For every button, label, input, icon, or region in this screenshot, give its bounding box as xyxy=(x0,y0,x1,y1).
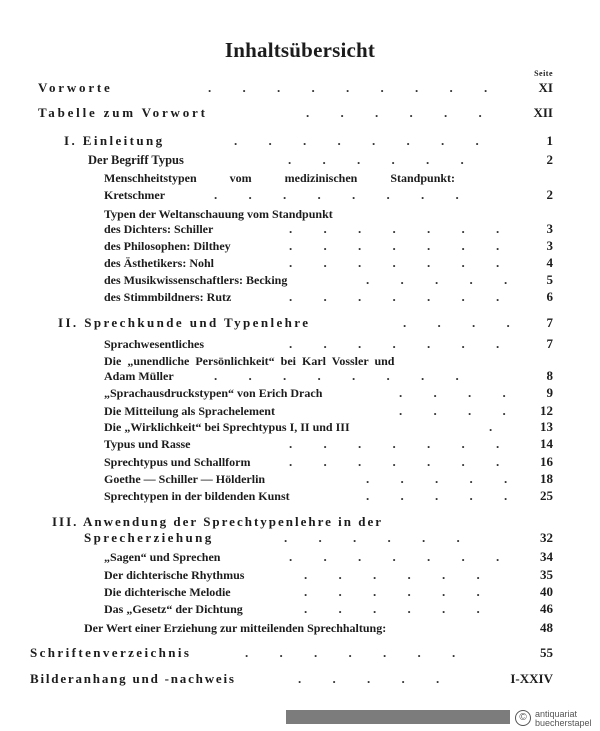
leader-dots: . xyxy=(489,419,507,434)
toc-entry-label: Tabelle zum Vorwort xyxy=(38,105,208,120)
leader-dots: . . . . . . . xyxy=(289,454,514,469)
leader-dots: . . . . . . xyxy=(306,105,496,120)
toc-entry-page: 9 xyxy=(546,385,553,400)
toc-entry-page: I-XXIV xyxy=(510,671,553,686)
leader-dots: . . . . xyxy=(399,385,520,400)
toc-entry-page: 13 xyxy=(540,419,553,434)
toc-entry-label: Die Mitteilung als Sprachelement xyxy=(104,404,275,418)
watermark-line2: buecherstapel xyxy=(535,718,592,728)
toc-entry-label: Kretschmer xyxy=(104,188,166,202)
toc-entry-page: 2 xyxy=(546,152,553,167)
toc-entry-label: des Ästhetikers: Nohl xyxy=(104,256,214,270)
toc-entry-label: Sprachwesentliches xyxy=(104,337,204,351)
toc-entry-label: „Sprachausdruckstypen“ von Erich Drach xyxy=(104,386,323,400)
leader-dots: . . . . . . . . xyxy=(234,133,493,148)
toc-entry-page: 8 xyxy=(546,368,553,383)
toc-entry-page: 35 xyxy=(540,567,553,582)
toc-entry-page: 4 xyxy=(546,255,553,270)
leader-dots: . . . . . xyxy=(366,471,522,486)
toc-entry-page: 40 xyxy=(540,584,553,599)
leader-dots: . . . . . . xyxy=(288,152,478,167)
toc-entry-page: 14 xyxy=(540,436,553,451)
toc-entry-page: 46 xyxy=(540,601,553,616)
leader-dots: . . . . . . . . . xyxy=(208,80,502,95)
leader-dots: . . . . . . . xyxy=(289,221,514,236)
page-column-label: Seite xyxy=(534,69,553,78)
leader-dots: . . . . . . . . xyxy=(214,368,473,383)
toc-entry-page: 5 xyxy=(546,272,553,287)
leader-dots: . . . . . . . xyxy=(245,645,470,660)
leader-dots: . . . . . . . xyxy=(289,238,514,253)
toc-entry-label: Schriftenverzeichnis xyxy=(30,645,192,660)
page-title: Inhaltsübersicht xyxy=(224,38,376,62)
copyright-icon: © xyxy=(515,710,531,726)
toc-entry-label: Die „unendliche Persönlichkeit“ bei Karl Vossler und xyxy=(104,354,395,368)
toc-entry-page: 55 xyxy=(540,645,553,660)
footer-bar xyxy=(286,710,510,724)
leader-dots: . . . . . xyxy=(298,671,454,686)
toc-entry-page: 34 xyxy=(540,549,553,564)
toc-entry-label: I. Einleitung xyxy=(64,133,165,148)
toc-entry-label: Der dichterische Rhythmus xyxy=(104,568,245,582)
leader-dots: . . . . xyxy=(403,315,524,330)
leader-dots: . . . . . . . xyxy=(289,436,514,451)
toc-entry-page: XII xyxy=(533,105,553,120)
toc-entry-label: des Musikwissenschaftlers: Becking xyxy=(104,273,288,287)
leader-dots: . . . . . xyxy=(366,272,522,287)
leader-dots: . . . . . . xyxy=(284,530,474,545)
toc-entry-page: 32 xyxy=(540,530,553,545)
toc-entry-page: 7 xyxy=(546,336,553,351)
toc-entry-label: Typus und Rasse xyxy=(104,437,191,451)
toc-entry-label: des Philosophen: Dilthey xyxy=(104,239,231,253)
watermark-logo xyxy=(515,708,597,728)
toc-entry-label: III. Anwendung der Sprechtypenlehre in der xyxy=(52,514,384,529)
leader-dots: . . . . . . . xyxy=(289,289,514,304)
toc-entry-label: Die „Wirklichkeit“ bei Sprechtypus I, II und III xyxy=(104,420,350,434)
toc-entry-page: 3 xyxy=(546,221,553,236)
toc-entry-label: Der Begriff Typus xyxy=(88,153,184,167)
toc-entry-page: 16 xyxy=(540,454,553,469)
leader-dots: . . . . . . . . xyxy=(214,187,473,202)
toc-entry-page: 1 xyxy=(546,133,553,148)
toc-entry-page: 18 xyxy=(540,471,553,486)
toc-entry-label: „Sagen“ und Sprechen xyxy=(104,550,221,564)
toc-entry-label: Goethe — Schiller — Hölderlin xyxy=(104,472,266,486)
leader-dots: . . . . . . xyxy=(304,567,494,582)
toc-entry-label: Die dichterische Melodie xyxy=(104,585,231,599)
toc-entry-label: Menschheitstypen vom medizinischen Standpunkt: xyxy=(104,171,456,185)
toc-entry-page: 48 xyxy=(540,620,553,635)
toc-entry-label: II. Sprechkunde und Typenlehre xyxy=(58,315,311,330)
toc-entry-label: Das „Gesetz“ der Dichtung xyxy=(104,602,243,616)
toc-entry-label: Sprechtypus und Schallform xyxy=(104,455,251,469)
toc-entry-label: des Dichters: Schiller xyxy=(104,222,214,236)
toc-entry-label: Bilderanhang und -nachweis xyxy=(30,671,236,686)
leader-dots: . . . . . xyxy=(366,488,522,503)
leader-dots: . . . . xyxy=(399,403,520,418)
toc-entry-page: 25 xyxy=(540,488,553,503)
leader-dots: . . . . . . xyxy=(304,601,494,616)
leader-dots: . . . . . . . xyxy=(289,549,514,564)
toc-entry-label: des Stimmbildners: Rutz xyxy=(104,290,232,304)
toc-entry-page: 3 xyxy=(546,238,553,253)
toc-entry-page: 7 xyxy=(546,315,553,330)
toc-entry-label: Adam Müller xyxy=(104,369,174,383)
toc-entry-page: 12 xyxy=(540,403,553,418)
toc-entry-label: Der Wert einer Erziehung zur mitteilenden Sprechhaltung: xyxy=(84,621,387,635)
leader-dots: . . . . . . . xyxy=(289,255,514,270)
toc-entry-page: XI xyxy=(538,80,553,95)
toc-entry-label: Sprecherziehung xyxy=(84,530,214,545)
toc-entry-page: 2 xyxy=(546,187,553,202)
watermark-line1: antiquariat xyxy=(535,709,578,719)
toc-entry-label: Vorworte xyxy=(38,80,113,95)
toc-entry-label: Sprechtypen in der bildenden Kunst xyxy=(104,489,290,503)
toc-entry-label: Typen der Weltanschauung vom Standpunkt xyxy=(104,207,333,221)
toc-entry-page: 6 xyxy=(546,289,553,304)
leader-dots: . . . . . . . xyxy=(289,336,514,351)
leader-dots: . . . . . . xyxy=(304,584,494,599)
